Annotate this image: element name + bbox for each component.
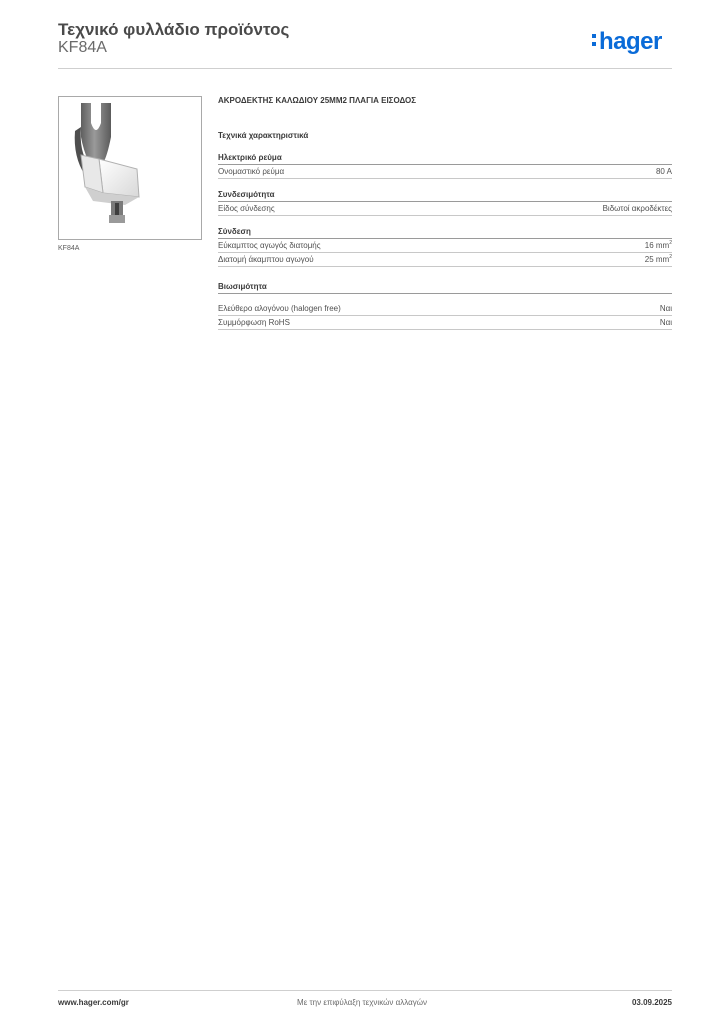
spec-row [218, 239, 672, 253]
footer-date: 03.09.2025 [631, 998, 672, 1007]
spec-label: Ελεύθερο αλογόνου (halogen free) [218, 304, 341, 313]
footer-website-link[interactable]: www.hager.com/gr [58, 998, 129, 1007]
spec-group-connection [218, 226, 672, 267]
spec-label: Είδος σύνδεσης [218, 204, 275, 213]
product-image-frame [58, 96, 202, 240]
product-code: KF84A [58, 39, 107, 56]
spec-group-title: Ηλεκτρικό ρεύμα [218, 152, 672, 165]
tech-spec-heading: Τεχνικά χαρακτηριστικά [218, 131, 309, 140]
spec-group-title: Συνδεσιμότητα [218, 189, 672, 202]
spec-row [218, 316, 672, 330]
logo-text: hager [599, 28, 662, 55]
spec-label: Εύκαμπτος αγωγός διατομής [218, 241, 321, 250]
spec-sheet [218, 96, 672, 340]
header-divider [58, 68, 672, 69]
spec-label: Ονομαστικό ρεύμα [218, 167, 285, 176]
spec-value: Ναι [659, 318, 672, 327]
spec-row [218, 302, 672, 316]
spec-value: 80 A [655, 167, 672, 176]
terminal-connector-image [59, 97, 201, 239]
document-title: Τεχνικό φυλλάδιο προϊόντος [58, 20, 290, 39]
footer-divider [58, 990, 672, 991]
spec-value-wrap [645, 253, 672, 266]
spec-group-sustainability [218, 281, 672, 330]
spec-value-exponent: 2 [669, 254, 672, 260]
spec-value-exponent: 2 [669, 240, 672, 246]
spec-value: Βιδωτοί ακροδέκτες [602, 204, 672, 213]
spec-group-title: Βιωσιμότητα [218, 281, 672, 294]
product-image-caption: KF84A [58, 245, 80, 252]
spec-value: 16 mm [644, 241, 670, 250]
spec-value-wrap [645, 239, 672, 252]
spec-label: Συμμόρφωση RoHS [218, 318, 290, 327]
hager-logo [592, 28, 662, 56]
spec-value: Ναι [659, 304, 672, 313]
spec-value: 25 mm [644, 255, 670, 264]
spec-group-current [218, 152, 672, 179]
spec-row [218, 202, 672, 216]
spec-group-connectivity [218, 189, 672, 216]
spec-row [218, 165, 672, 179]
product-name: ΑΚΡΟΔΕΚΤΗΣ ΚΑΛΩΔΙΟΥ 25ΜΜ2 ΠΛΑΓΙΑ ΕΙΣΟΔΟΣ [218, 96, 417, 105]
spec-row [218, 253, 672, 267]
footer-notice: Με την επιφύλαξη τεχνικών αλλαγών [297, 998, 427, 1007]
spec-group-title: Σύνδεση [218, 226, 672, 239]
logo-colon-icon [592, 28, 596, 48]
spec-label: Διατομή άκαμπτου αγωγού [218, 255, 314, 264]
